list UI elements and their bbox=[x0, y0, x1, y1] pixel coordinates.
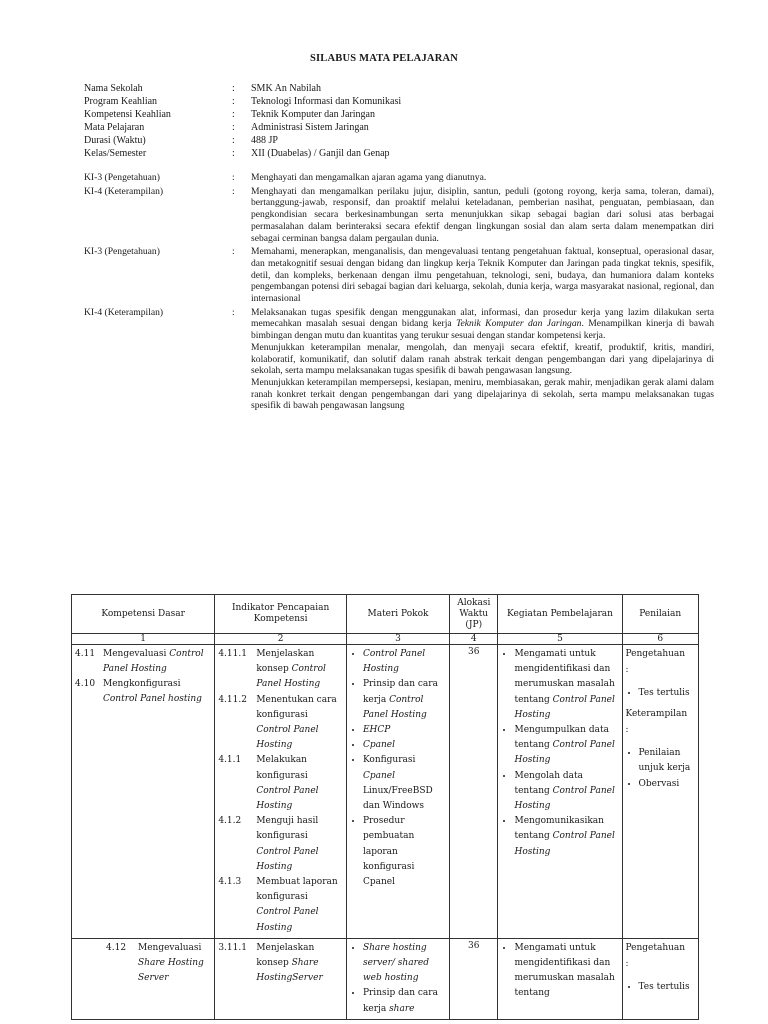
info-value: Teknologi Informasi dan Komunikasi bbox=[251, 96, 402, 107]
alokasi-cell: 36 bbox=[450, 645, 498, 939]
kompetensi-inti bbox=[84, 172, 714, 414]
col-header: Kompetensi Dasar bbox=[72, 595, 215, 634]
list-item: • Control Panel Hosting bbox=[363, 647, 446, 677]
list-item: • Mengamati untuk mengidentifikasi dan merumuskan masalah tentang Control Panel Hosting bbox=[514, 647, 618, 723]
info-value: Teknik Komputer dan Jaringan bbox=[251, 109, 375, 120]
ki-label: KI-4 (Keterampilan) bbox=[84, 185, 164, 197]
ki-block: KI-4 (Keterampilan) : Melaksanakan tugas spesifik dengan menggunakan alat, informasi, dan prosedur kerja yang lazim dilakukan serta memecahkan masalah sesuai dengan bidang kerja Teknik Komputer dan Jaringan. Menampilkan kinerja di bawah bimbingan dengan mutu dan kuantitas yang terukur sesuai dengan standar kompetensi kerja. Menunjukkan keterampilan menalar, mengolah, dan menyaji secara efektif, kreatif, produktif, kritis, mandiri, kolaboratif, komunikatif, dan solutif dalam ranah abstrak terkait dengan pengembangan dari yang dipelajarinya di sekolah, serta mampu melaksanakan tugas spesifik di bawah pengawasan langsung. Menunjukkan keterampilan mempersepsi, kesiapan, meniru, membiasakan, gerak mahir, menjadikan gerak alami dalam ranah konkret terkait dengan pengembangan dari yang dipelajarinya di sekolah, serta mampu melaksanakan tugas spesifik di bawah pengawasan langsung bbox=[84, 306, 714, 412]
table-row bbox=[72, 938, 699, 1019]
col-header: Indikator Pencapaian Kompetensi bbox=[215, 595, 347, 634]
list-item: • Penilaian unjuk kerja bbox=[639, 746, 696, 776]
ki-text: Menunjukkan keterampilan menalar, mengolah, dan menyaji secara efektif, kreatif, produktif, kritis, mandiri, kolaboratif, komunikatif, dan solutif dalam ranah abstrak terkait dengan pengembangan dari yang dipelajarinya di sekolah, serta mampu melaksanakan tugas spesifik di bawah pengawasan langsung. bbox=[251, 341, 714, 377]
info-label: Nama Sekolah bbox=[84, 83, 143, 94]
list-item: • Tes tertulis bbox=[639, 686, 696, 701]
materi-cell bbox=[346, 645, 449, 939]
ki-text: Melaksanakan tugas spesifik dengan menggunakan alat, informasi, dan prosedur kerja yang lazim dilakukan serta memecahkan masalah sesuai dengan bidang kerja Teknik Komputer dan Jaringan. Menampilkan kinerja di bawah bimbingan dengan mutu dan kuantitas yang terukur sesuai dengan standar kompetensi kerja. bbox=[251, 306, 714, 342]
list-item: • Konfigurasi Cpanel Linux/FreeBSD dan Windows bbox=[363, 753, 446, 814]
list-item: • Obervasi bbox=[639, 777, 696, 792]
col-header: Penilaian bbox=[622, 595, 699, 634]
indikator-cell: 4.11.1 Menjelaskan konsep Control Panel Hosting 4.11.2 Menentukan cara konfigurasi Control Panel Hosting 4.1.1 Melakukan konfigurasi Control Panel Hosting 4.1.2 Menguji hasil konfigurasi Control Panel Hosting 4.1.3 Membuat laporan konfigurasi Control Panel Hosting bbox=[215, 645, 347, 939]
ki-text: Menghayati dan mengamalkan perilaku jujur, disiplin, santun, peduli (gotong royong, kerja sama, toleran, damai), bertanggung-jawab, responsif, dan proaktif melalui keteladanan, pemberian nasihat, penguatan, pembiasaan, dan pengkondisian secara berkesinambungan serta menunjukkan sikap sebagai bagian dari solusi atas berbagai permasalahan dalam berinteraksi secara efektif dengan lingkungan sosial dan alam serta dalam menempatkan diri sebagai cerminan bangsa dalam pergaulan dunia. bbox=[251, 185, 714, 244]
col-number: 6 bbox=[622, 634, 699, 645]
ki-block: KI-3 (Pengetahuan) : Memahami, menerapkan, menganalisis, dan mengevaluasi tentang pengetahuan faktual, konseptual, operasional dasar, dan metakognitif sesuai dengan bidang dan lingkup kerja Teknik Komputer dan Jaringan pada tingkat teknis, spesifik, detil, dan kompleks, berkenaan dengan ilmu pengetahuan, teknologi, seni, budaya, dan humaniora dalam konteks pengembangan potensi diri sebagai bagian dari keluarga, sekolah, dunia kerja, warga masyarakat nasional, regional, dan internasional bbox=[84, 246, 714, 305]
col-number: 4 bbox=[450, 634, 498, 645]
list-item: • Tes tertulis bbox=[639, 980, 696, 995]
info-label: Kompetensi Keahlian bbox=[84, 109, 171, 120]
kompetensi-dasar-cell: 4.12 Mengevaluasi Share Hosting Server bbox=[72, 938, 215, 1019]
col-header: Materi Pokok bbox=[346, 595, 449, 634]
table-row bbox=[72, 645, 699, 939]
ki-label: KI-3 (Pengetahuan) bbox=[84, 246, 160, 258]
ki-label: KI-3 (Pengetahuan) bbox=[84, 172, 160, 183]
info-value: 488 JP bbox=[251, 135, 278, 146]
col-header: Kegiatan Pembelajaran bbox=[498, 595, 622, 634]
list-item: • Cpanel bbox=[363, 738, 446, 753]
info-label: Durasi (Waktu) bbox=[84, 135, 146, 146]
col-number: 1 bbox=[72, 634, 215, 645]
kegiatan-cell bbox=[498, 645, 622, 939]
ki-text: Memahami, menerapkan, menganalisis, dan mengevaluasi tentang pengetahuan faktual, konseptual, operasional dasar, dan metakognitif sesuai dengan bidang dan lingkup kerja Teknik Komputer dan Jaringan pada tingkat teknis, spesifik, detil, dan kompleks, berkenaan dengan ilmu pengetahuan, teknologi, seni, budaya, dan humaniora dalam konteks pengembangan potensi diri sebagai bagian dari keluarga, sekolah, dunia kerja, warga masyarakat nasional, regional, dan internasional bbox=[251, 246, 714, 305]
ki-block: KI-3 (Pengetahuan) : Menghayati dan mengamalkan ajaran agama yang dianutnya. bbox=[84, 172, 714, 184]
info-label: Program Keahlian bbox=[84, 96, 158, 107]
list-item: • Prosedur pembuatan laporan konfigurasi Cpanel bbox=[363, 814, 446, 890]
info-label: Mata Pelajaran bbox=[84, 122, 145, 133]
kompetensi-dasar-cell: 4.11 Mengevaluasi Control Panel Hosting 4.10 Mengkonfigurasi Control Panel hosting bbox=[72, 645, 215, 939]
table-number-row bbox=[72, 634, 699, 645]
info-value: XII (Duabelas) / Ganjil dan Genap bbox=[251, 148, 390, 159]
list-item: • Prinsip dan cara kerja Control Panel Hosting bbox=[363, 677, 446, 723]
list-item: • EHCP bbox=[363, 723, 446, 738]
info-value: Administrasi Sistem Jaringan bbox=[251, 122, 369, 133]
col-header: Alokasi Waktu (JP) bbox=[450, 595, 498, 634]
kegiatan-cell bbox=[498, 938, 622, 1019]
materi-cell bbox=[346, 938, 449, 1019]
list-item: • Mengumpulkan data tentang Control Panel Hosting bbox=[514, 723, 618, 769]
ki-text: Menghayati dan mengamalkan ajaran agama yang dianutnya. bbox=[251, 172, 487, 183]
penilaian-cell: Pengetahuan : • Tes tertulis bbox=[622, 938, 699, 1019]
list-item: • Mengamati untuk mengidentifikasi dan merumuskan masalah tentang bbox=[514, 941, 618, 1002]
silabus-table bbox=[71, 594, 699, 1020]
list-item: • Share hosting server/ shared web hosting bbox=[363, 941, 446, 987]
info-label: Kelas/Semester bbox=[84, 148, 147, 159]
ki-text: Menunjukkan keterampilan mempersepsi, kesiapan, meniru, membiasakan, gerak mahir, menjadikan gerak alami dalam ranah konkret terkait dengan pengembangan dari yang dipelajarinya di sekolah, serta mampu melaksanakan tugas spesifik di bawah pengawasan langsung bbox=[251, 376, 714, 412]
list-item: • Prinsip dan cara kerja share bbox=[363, 986, 446, 1016]
list-item: • Mengomunikasikan tentang Control Panel Hosting bbox=[514, 814, 618, 860]
ki-label: KI-4 (Keterampilan) bbox=[84, 306, 164, 318]
col-number: 3 bbox=[346, 634, 449, 645]
penilaian-cell: Pengetahuan : • Tes tertulis Keterampilan : • Penilaian unjuk kerja • Obervasi bbox=[622, 645, 699, 939]
col-number: 2 bbox=[215, 634, 347, 645]
info-value: SMK An Nabilah bbox=[251, 83, 321, 94]
list-item: • Mengolah data tentang Control Panel Hosting bbox=[514, 769, 618, 815]
page-title: SILABUS MATA PELAJARAN bbox=[309, 53, 459, 64]
col-number: 5 bbox=[498, 634, 622, 645]
ki-block: KI-4 (Keterampilan) : Menghayati dan mengamalkan perilaku jujur, disiplin, santun, peduli (gotong royong, kerja sama, toleran, damai), bertanggung-jawab, responsif, dan proaktif melalui keteladanan, pemberian nasihat, penguatan, pembiasaan, dan pengkondisian secara berkesinambungan serta menunjukkan sikap sebagai bagian dari solusi atas berbagai permasalahan dalam berinteraksi secara efektif dengan lingkungan sosial dan alam serta dalam menempatkan diri sebagai cerminan bangsa dalam pergaulan dunia. bbox=[84, 185, 714, 244]
table-header-row bbox=[72, 595, 699, 634]
alokasi-cell: 36 bbox=[450, 938, 498, 1019]
indikator-cell: 3.11.1 Menjelaskan konsep Share HostingServer bbox=[215, 938, 347, 1019]
